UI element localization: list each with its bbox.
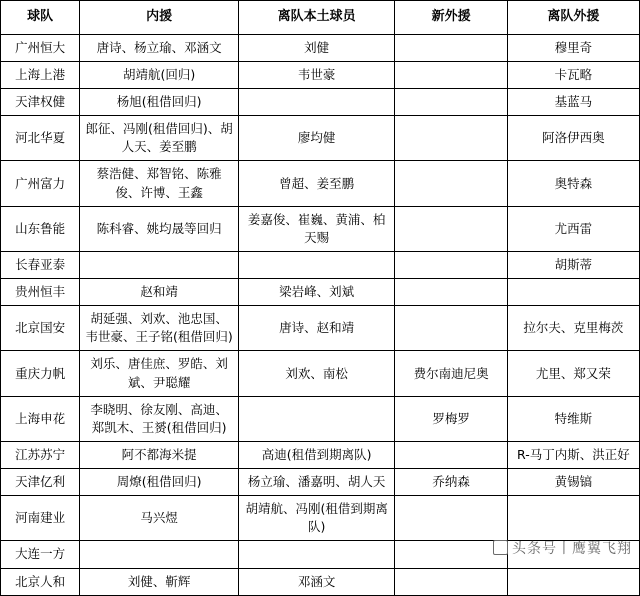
cell-outgoing-domestic: 刘健 [238,34,394,61]
table-header-row [1,1,640,35]
cell-incoming-domestic: 周燎(租借回归) [80,469,239,496]
table-row [1,351,640,396]
cell-outgoing-domestic: 邓涵文 [238,568,394,595]
cell-outgoing-foreign [507,279,639,306]
cell-team: 上海上港 [1,61,80,88]
cell-incoming-domestic: 胡延强、刘欢、池忠国、韦世豪、王子铭(租借回归) [80,306,239,351]
cell-incoming-foreign [395,441,507,468]
table-row [1,279,640,306]
cell-outgoing-foreign: 拉尔夫、克里梅茨 [507,306,639,351]
cell-outgoing-foreign [507,496,639,541]
table-row [1,161,640,206]
cell-incoming-foreign [395,161,507,206]
cell-incoming-domestic: 阿不都海米提 [80,441,239,468]
table-row [1,34,640,61]
table-row [1,89,640,116]
cell-team: 北京国安 [1,306,80,351]
cell-team: 贵州恒丰 [1,279,80,306]
table-row [1,441,640,468]
table-row [1,306,640,351]
cell-team: 北京人和 [1,568,80,595]
cell-outgoing-domestic: 刘欢、南松 [238,351,394,396]
table-row [1,396,640,441]
cell-incoming-domestic: 李晓明、徐友刚、高迪、郑凯木、王赟(租借回归) [80,396,239,441]
cell-incoming-foreign: 罗梅罗 [395,396,507,441]
cell-incoming-domestic: 陈科睿、姚均晟等回归 [80,206,239,251]
cell-team: 天津亿利 [1,469,80,496]
cell-incoming-domestic: 刘健、靳辉 [80,568,239,595]
cell-outgoing-foreign [507,568,639,595]
cell-team: 山东鲁能 [1,206,80,251]
cell-incoming-domestic: 马兴煜 [80,496,239,541]
table-row [1,496,640,541]
cell-outgoing-foreign: 黄锡镐 [507,469,639,496]
cell-outgoing-foreign: R-马丁内斯、洪正好 [507,441,639,468]
cell-incoming-foreign [395,34,507,61]
cell-incoming-domestic: 胡靖航(回归) [80,61,239,88]
table-row [1,251,640,278]
cell-outgoing-domestic: 姜嘉俊、崔巍、黄浦、柏天赐 [238,206,394,251]
cell-incoming-domestic [80,251,239,278]
cell-outgoing-domestic: 高迪(租借到期离队) [238,441,394,468]
cell-incoming-domestic: 刘乐、唐佳庶、罗皓、刘斌、尹聪耀 [80,351,239,396]
cell-outgoing-foreign: 胡斯蒂 [507,251,639,278]
cell-outgoing-foreign: 特维斯 [507,396,639,441]
cell-team: 长春亚泰 [1,251,80,278]
watermark-icon [493,540,508,555]
cell-outgoing-domestic: 曾超、姜至鹏 [238,161,394,206]
cell-team: 大连一方 [1,541,80,568]
cell-outgoing-foreign: 卡瓦略 [507,61,639,88]
cell-outgoing-foreign: 穆里奇 [507,34,639,61]
cell-team: 广州富力 [1,161,80,206]
cell-incoming-domestic: 郎征、冯刚(租借回归)、胡人天、姜至鹏 [80,116,239,161]
table-row [1,568,640,595]
cell-outgoing-domestic [238,251,394,278]
cell-outgoing-domestic [238,396,394,441]
cell-outgoing-domestic: 唐诗、赵和靖 [238,306,394,351]
cell-incoming-foreign: 乔纳森 [395,469,507,496]
cell-outgoing-domestic: 胡靖航、冯刚(租借到期离队) [238,496,394,541]
cell-incoming-domestic: 唐诗、杨立瑜、邓涵文 [80,34,239,61]
cell-outgoing-domestic: 廖均健 [238,116,394,161]
column-header-incoming-domestic: 内援 [80,1,239,35]
cell-team: 河北华夏 [1,116,80,161]
cell-outgoing-foreign: 阿洛伊西奥 [507,116,639,161]
cell-team: 广州恒大 [1,34,80,61]
column-header-outgoing-foreign: 离队外援 [507,1,639,35]
cell-outgoing-domestic: 梁岩峰、刘斌 [238,279,394,306]
table-row [1,116,640,161]
cell-outgoing-domestic: 杨立瑜、潘嘉明、胡人天 [238,469,394,496]
table-row [1,469,640,496]
cell-incoming-foreign [395,306,507,351]
cell-outgoing-foreign: 尤西雷 [507,206,639,251]
cell-incoming-domestic: 赵和靖 [80,279,239,306]
table-row [1,206,640,251]
cell-incoming-foreign [395,89,507,116]
cell-team: 江苏苏宁 [1,441,80,468]
cell-outgoing-foreign: 奥特森 [507,161,639,206]
cell-team: 河南建业 [1,496,80,541]
cell-incoming-foreign [395,251,507,278]
cell-incoming-domestic: 蔡浩健、郑智铭、陈雅俊、许博、王鑫 [80,161,239,206]
cell-incoming-foreign [395,116,507,161]
cell-outgoing-foreign: 尤里、郑又荣 [507,351,639,396]
column-header-team: 球队 [1,1,80,35]
cell-incoming-foreign [395,496,507,541]
cell-outgoing-domestic [238,541,394,568]
watermark [493,538,632,558]
cell-outgoing-domestic: 韦世豪 [238,61,394,88]
cell-outgoing-foreign: 基蓝马 [507,89,639,116]
column-header-outgoing-domestic: 离队本土球员 [238,1,394,35]
cell-incoming-foreign [395,568,507,595]
cell-incoming-foreign [395,206,507,251]
table-row [1,61,640,88]
cell-incoming-foreign [395,541,507,568]
cell-incoming-foreign: 费尔南迪尼奥 [395,351,507,396]
cell-incoming-domestic: 杨旭(租借回归) [80,89,239,116]
cell-incoming-domestic [80,541,239,568]
cell-incoming-foreign [395,279,507,306]
column-header-incoming-foreign: 新外援 [395,1,507,35]
cell-outgoing-domestic [238,89,394,116]
cell-team: 重庆力帆 [1,351,80,396]
cell-team: 天津权健 [1,89,80,116]
watermark-text: 头条号丨鹰翼飞翔 [512,541,632,557]
cell-incoming-foreign [395,61,507,88]
cell-team: 上海申花 [1,396,80,441]
